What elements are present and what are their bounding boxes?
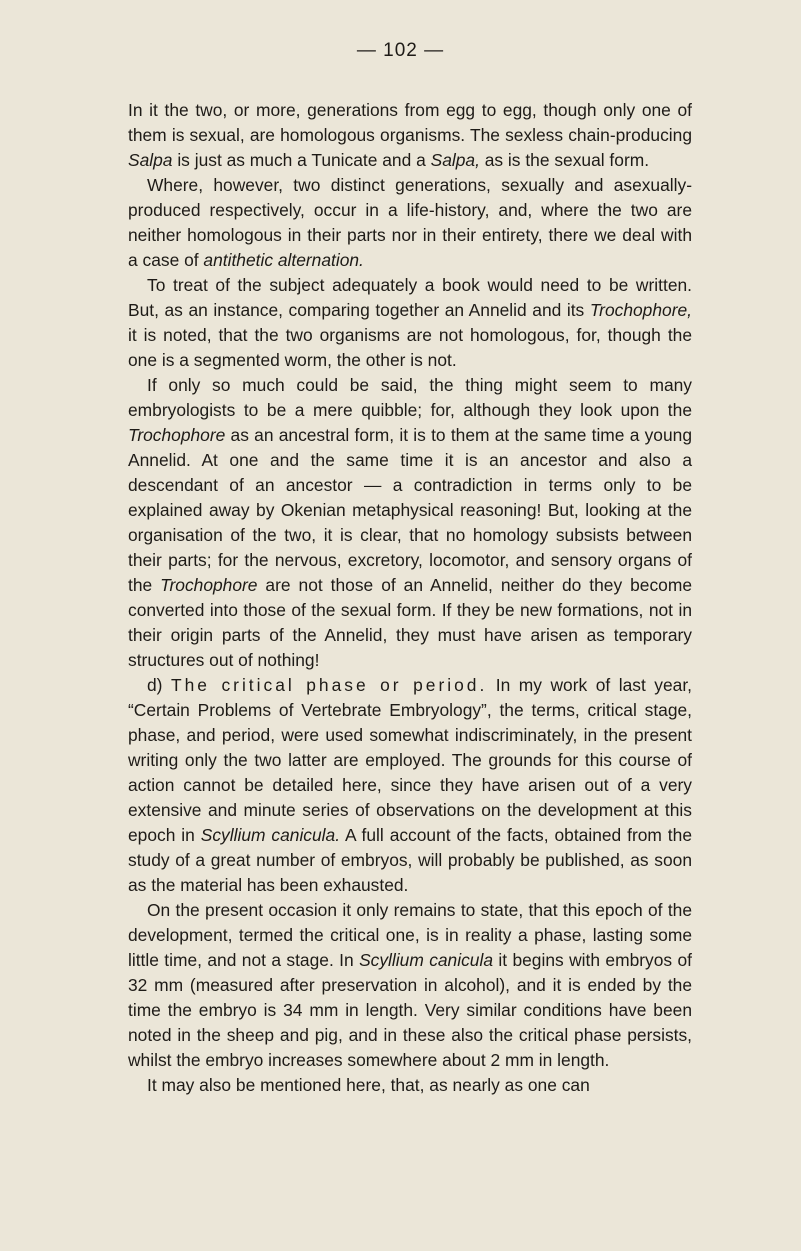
text-run: It may also be mentioned here, that, as nearly as one can	[147, 1075, 590, 1095]
paragraph	[128, 673, 692, 898]
italic-text: Trochophore	[128, 425, 226, 445]
paragraph	[128, 898, 692, 1073]
text-run: On the present occasion it only remains to state, that this epoch of the development, termed the critical one, is in reality a phase, lasting some little time, and not a stage. In	[128, 900, 692, 970]
text-run: In my work of last year, “Certain Problems of Vertebrate Embryology”, the terms, critical stage, phase, and period, were used somewhat indiscriminately, in the present writing only the two latter are employed. The grounds for this course of action cannot be detailed here, since they have arisen out of a very extensive and minute series of observations on the development at this epoch in	[128, 675, 692, 845]
paragraph	[128, 173, 692, 273]
text-run: In it the two, or more, generations from egg to egg, though only one of them is sexual, are homologous organisms. The sexless chain-producing	[128, 100, 692, 145]
paragraph	[128, 1073, 692, 1098]
text-run: as an ancestral form, it is to them at the same time a young Annelid. At one and the same time it is an ancestor and also a descendant of an ancestor — a contradiction in terms only to be explained away by Okenian metaphysical reasoning! But, looking at the organisation of the two, it is clear, that no homology subsists between their parts; for the nervous, excretory, locomotor, and sensory organs of the	[128, 425, 692, 595]
italic-text: antithetic alternation.	[203, 250, 364, 270]
italic-text: Salpa	[128, 150, 173, 170]
text-run: Where, however, two distinct generations, sexually and asexually-produced respectively, occur in a life-history, and, where the two are neither homologous in their parts nor in their entirety, there we deal with a case of	[128, 175, 692, 270]
text-run: is just as much a Tunicate and a	[172, 150, 431, 170]
text-run: A full account of the facts, obtained from the study of a great number of embryos, will probably be published, as soon as the material has been exhausted.	[128, 825, 692, 895]
paragraph	[128, 373, 692, 673]
italic-text: Trochophore	[160, 575, 258, 595]
text-run: as is the sexual form.	[479, 150, 650, 170]
italic-text: Scyllium canicula.	[200, 825, 341, 845]
italic-text: Trochophore,	[589, 300, 692, 320]
text-run: If only so much could be said, the thing might seem to many embryologists to be a mere quibble; for, although they look upon the	[128, 375, 692, 420]
text-run: it is noted, that the two organisms are not homologous, for, though the one is a segmented worm, the other is not.	[128, 325, 692, 370]
text-run: it begins with embryos of 32 mm (measured after preservation in alcohol), and it is ended by the time the embryo is 34 mm in length. Very similar conditions have been noted in the sheep and pig, and in these also the critical phase persists, whilst the embryo increases somewhere about 2 mm in length.	[128, 950, 692, 1070]
text-run: d)	[147, 675, 171, 695]
body-text	[128, 98, 692, 1098]
paragraph	[128, 273, 692, 373]
spaced-heading: The critical phase or period.	[170, 675, 488, 695]
text-run: are not those of an Annelid, neither do they become converted into those of the sexual form. If they be new formations, not in their origin parts of the Annelid, they must have arisen as temporary structures out of nothing!	[128, 575, 692, 670]
italic-text: Scyllium canicula	[359, 950, 493, 970]
text-run: To treat of the subject adequately a book would need to be written. But, as an instance, comparing together an Annelid and its	[128, 275, 692, 320]
paragraph	[128, 98, 692, 173]
italic-text: Salpa,	[430, 150, 480, 170]
page-number-header: — 102 —	[356, 40, 445, 61]
